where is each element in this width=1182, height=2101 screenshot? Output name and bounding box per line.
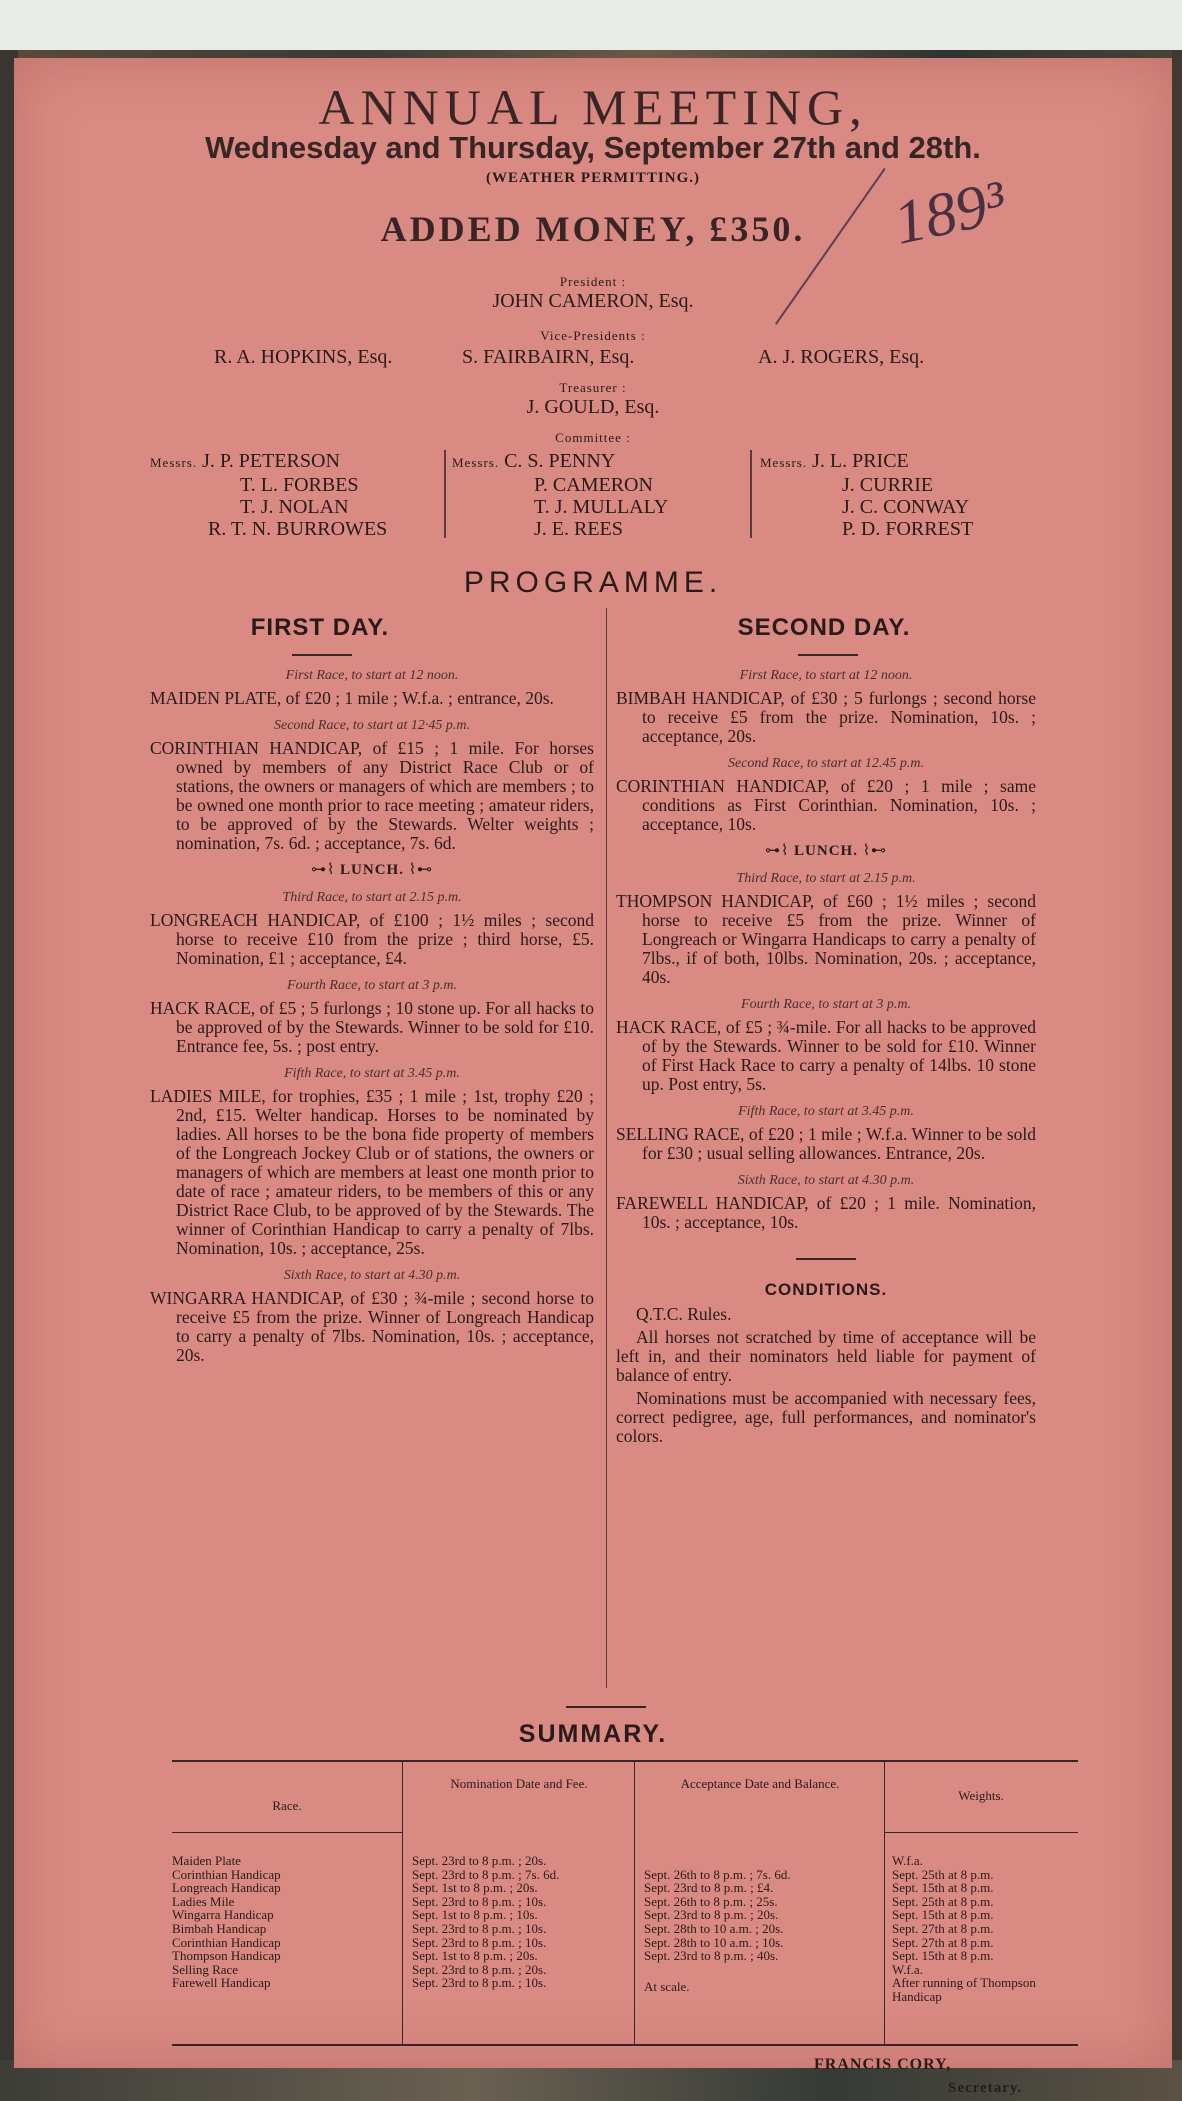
committee-member: J. CURRIE [842,474,934,496]
race-description: THOMPSON HANDICAP, of £60 ; 1½ miles ; second horse to receive £5 from the prize. Winner of Longreach or Wingarra Handicaps to carry a penalty of 7lbs., if of both, 10lbs. Nomination, 20s. ; acceptance, 40s. [616,891,1036,987]
committee-member: T. L. FORBES [240,474,359,496]
weights-cell: After running of Thompson Handicap [892,1975,1036,2004]
committee-divider [444,450,446,538]
committee-member: T. J. NOLAN [240,496,349,518]
committee-column-2 [452,450,668,540]
race-description: MAIDEN PLATE, of £20 ; 1 mile ; W.f.a. ; entrance, 20s. [150,688,554,708]
committee-member: T. J. MULLALY [534,496,669,518]
acceptance-column [644,1854,880,1994]
summary-rule [566,1706,646,1708]
race-time: Sixth Race, to start at 4.30 p.m. [283,1268,461,1283]
nomination-cell: Sept. 23rd to 8 p.m. ; 7s. 6d. [412,1866,560,1882]
committee-member: C. S. PENNY [504,450,616,472]
meeting-dates: Wednesday and Thursday, September 27th and 28th. [205,130,981,165]
committee-member: J. L. PRICE [812,450,909,472]
president-name: JOHN CAMERON, Esq. [492,290,694,312]
messrs-label: Messrs. [150,455,198,470]
committee-member: J. C. CONWAY [842,496,970,518]
acceptance-cell [644,1963,880,1977]
race-time: Third Race, to start at 2.15 p.m. [282,890,462,905]
first-day-rule [292,654,352,656]
table-divider [402,1762,403,2044]
header-race: Race. [272,1798,302,1813]
secretary-name: FRANCIS CORY, [814,2056,952,2073]
acceptance-cell: Sept. 28th to 10 a.m. ; 10s. [644,1934,784,1950]
race-time: First Race, to start at 12 noon. [739,668,913,683]
race-time: Fifth Race, to start at 3.45 p.m. [284,1066,460,1081]
conditions-heading: CONDITIONS. [764,1280,888,1299]
race-name: Selling Race [172,1961,239,1977]
race-description: CORINTHIAN HANDICAP, of £20 ; 1 mile ; same conditions as First Corinthian. Nomination, 10s. ; acceptance, 10s. [616,776,1036,834]
wooden-frame-right [1172,50,1182,2080]
race-name: Farewell Handicap [172,1975,271,1991]
committee-column-1 [150,450,387,540]
acceptance-cell: Sept. 23rd to 8 p.m. ; 40s. [644,1948,779,1964]
weights-cell: Sept. 27th at 8 p.m. [892,1920,994,1936]
vice-label-block [14,328,1172,344]
header-weights: Weights. [958,1788,1004,1803]
race-name: Maiden Plate [172,1853,241,1868]
race-time: Third Race, to start at 2.15 p.m. [736,871,916,886]
added-money-heading: ADDED MONEY, £350. [380,209,806,249]
race-name: Wingarra Handicap [172,1907,274,1923]
second-day-heading: SECOND DAY. [737,614,911,641]
committee-divider [750,450,752,538]
header-nomination: Nomination Date and Fee. [450,1776,588,1791]
race-name: Bimbah Handicap [172,1920,267,1936]
acceptance-cell: Sept. 23rd to 8 p.m. ; 20s. [644,1907,779,1923]
weights-cell: Sept. 27th at 8 p.m. [892,1934,994,1950]
weights-header-rule [884,1832,1078,1833]
ornament-icon: ⌇⊷ [857,843,888,859]
nomination-cell: Sept. 1st to 8 p.m. ; 10s. [412,1907,538,1923]
committee-member: P. CAMERON [534,474,653,496]
committee-member: R. T. N. BURROWES [208,518,388,540]
lunch-break [150,861,594,880]
condition-paragraph: Nominations must be accompanied with necessary fees, correct pedigree, age, full performances, and nominator's colors. [616,1388,1036,1446]
nomination-cell: Sept. 23rd to 8 p.m. ; 10s. [412,1920,547,1936]
nomination-cell: Sept. 23rd to 8 p.m. ; 10s. [412,1934,547,1950]
lunch-break [616,842,1036,861]
ornament-icon: ⊶⌇ [764,843,795,859]
race-description: HACK RACE, of £5 ; ¾-mile. For all hacks to be approved of by the Stewards. Winner to be sold for £10. Winner of First Hack Race to carry a penalty of 14lbs. 10 stone up. Post entry, 5s. [616,1017,1036,1094]
ornament-icon: ⌇⊷ [403,862,434,878]
nomination-cell: Sept. 1st to 8 p.m. ; 20s. [412,1948,538,1964]
acceptance-cell: Sept. 28th to 10 a.m. ; 20s. [644,1920,784,1936]
committee-member: J. P. PETERSON [202,450,340,472]
conditions-rule [796,1258,856,1260]
race-description: SELLING RACE, of £20 ; 1 mile ; W.f.a. Winner to be sold for £30 ; usual selling allowances. Entrance, 20s. [616,1124,1036,1163]
race-name: Longreach Handicap [172,1880,281,1896]
nomination-cell: Sept. 23rd to 8 p.m. ; 10s. [412,1975,547,1991]
first-day-heading: FIRST DAY. [250,614,390,641]
first-day-races [150,658,594,1365]
vice-president-1: R. A. HOPKINS, Esq. [214,346,393,368]
race-time: Fifth Race, to start at 3.45 p.m. [738,1104,914,1119]
committee-member: J. E. REES [534,518,623,540]
table-divider [634,1762,635,2044]
acceptance-cell: At scale. [644,1979,690,1995]
race-name: Corinthian Handicap [172,1866,281,1882]
race-time: Sixth Race, to start at 4.30 p.m. [737,1173,915,1188]
race-description: CORINTHIAN HANDICAP, of £15 ; 1 mile. For horses owned by members of any District Race Club or of stations, the owners or managers of which are members ; to be owned one month prior to race meeting ; amateur riders, to be approved of by the Stewards. Welter weights ; nomination, 7s. 6d. ; acceptance, 7s. 6d. [150,738,594,853]
race-description: LONGREACH HANDICAP, of £100 ; 1½ miles ; second horse to receive £10 from the prize ; third horse, £5. Nomination, £1 ; acceptance, £4. [150,910,594,968]
summary-table [172,1760,1078,2046]
treasurer-name: J. GOULD, Esq. [526,396,660,418]
nomination-column [412,1854,630,1990]
summary-heading: SUMMARY. [518,1720,668,1748]
committee-label-block [14,430,1172,446]
race-name: Ladies Mile [172,1893,235,1909]
nomination-cell: Sept. 23rd to 8 p.m. ; 20s. [412,1961,547,1977]
nomination-cell: Sept. 23rd to 8 p.m. ; 10s. [412,1893,547,1909]
second-day-races [616,658,1036,1450]
race-time: First Race, to start at 12 noon. [285,668,459,683]
acceptance-cell [644,1854,880,1868]
committee-column-3 [760,450,973,540]
programme-heading: PROGRAMME. [463,566,723,599]
race-time: Second Race, to start at 12·45 p.m. [274,718,470,733]
vice-president-2: S. FAIRBAIRN, Esq. [462,346,635,368]
weather-note: (WEATHER PERMITTING.) [485,170,701,186]
president-block [14,274,1172,313]
vice-presidents-label: Vice-Presidents : [540,328,646,343]
race-description: WINGARRA HANDICAP, of £30 ; ¾-mile ; second horse to receive £5 from the prize. Winner of Longreach Handicap to carry a penalty of 7lbs. Nomination, 10s. ; acceptance, 20s. [150,1288,594,1365]
weights-cell: W.f.a. [892,1961,923,1977]
condition-paragraph: All horses not scratched by time of acceptance will be left in, and their nominators held liable for payment of balance of entry. [616,1327,1036,1385]
document-title: ANNUAL MEETING, [318,79,868,135]
nomination-cell: Sept. 23rd to 8 p.m. ; 20s. [412,1853,547,1868]
weights-column [892,1854,1074,2004]
president-label: President : [559,274,627,289]
nomination-cell: Sept. 1st to 8 p.m. ; 20s. [412,1880,538,1896]
treasurer-block [14,380,1172,419]
vice-president-3: A. J. ROGERS, Esq. [758,346,925,368]
day-column-divider [606,608,607,1688]
lunch-label: LUNCH. [794,843,858,859]
weights-cell: Sept. 15th at 8 p.m. [892,1880,994,1896]
race-description: BIMBAH HANDICAP, of £30 ; 5 furlongs ; second horse to receive £5 from the prize. Nomination, 10s. ; acceptance, 20s. [616,688,1036,746]
weights-cell: Sept. 15th at 8 p.m. [892,1907,994,1923]
race-description: LADIES MILE, for trophies, £35 ; 1 mile ; 1st, trophy £20 ; 2nd, £15. Welter handicap. Horses to be nominated by ladies. All horses to be the bona fide property of members of the Longreach Jockey Club or of stations, the owners or managers of which are members at least one month prior to date of race ; amateur riders, to be members of this or any District Race Club, to be approved of by the Stewards. The winner of Corinthian Handicap to carry a penalty of 7lbs. Nomination, 10s. ; acceptance, 25s. [150,1086,594,1258]
handwritten-year-note: 189³ [888,168,1012,258]
weights-cell: Sept. 25th at 8 p.m. [892,1866,994,1882]
acceptance-cell: Sept. 23rd to 8 p.m. ; £4. [644,1880,774,1896]
second-day-rule [798,654,858,656]
race-name: Corinthian Handicap [172,1934,281,1950]
messrs-label: Messrs. [760,455,808,470]
secretary-title: Secretary. [948,2080,1023,2096]
race-name-column [172,1854,398,1990]
weights-cell: Sept. 25th at 8 p.m. [892,1893,994,1909]
race-time: Second Race, to start at 12.45 p.m. [728,756,924,771]
header-acceptance: Acceptance Date and Balance. [680,1776,840,1791]
race-header-rule [172,1832,402,1833]
race-name: Thompson Handicap [172,1948,281,1964]
weights-cell: Sept. 15th at 8 p.m. [892,1948,994,1964]
race-description: FAREWELL HANDICAP, of £20 ; 1 mile. Nomination, 10s. ; acceptance, 10s. [616,1193,1036,1232]
treasurer-label: Treasurer : [559,380,627,395]
ornament-icon: ⊶⌇ [310,862,341,878]
acceptance-cell: Sept. 26th to 8 p.m. ; 7s. 6d. [644,1866,791,1882]
messrs-label: Messrs. [452,455,500,470]
committee-member: P. D. FORREST [842,518,974,540]
lunch-label: LUNCH. [340,862,404,878]
condition-paragraph: Q.T.C. Rules. [636,1304,732,1324]
race-description: HACK RACE, of £5 ; 5 furlongs ; 10 stone up. For all hacks to be approved of by the Stewards. Winner to be sold for £10. Entrance fee, 5s. ; post entry. [150,998,594,1056]
race-time: Fourth Race, to start at 3 p.m. [741,997,911,1012]
committee-label: Committee : [555,430,631,445]
acceptance-cell: Sept. 26th to 8 p.m. ; 25s. [644,1893,778,1909]
weights-cell: W.f.a. [892,1853,923,1868]
table-divider [884,1762,885,2044]
race-programme-sheet [14,58,1172,2073]
race-time: Fourth Race, to start at 3 p.m. [287,978,457,993]
